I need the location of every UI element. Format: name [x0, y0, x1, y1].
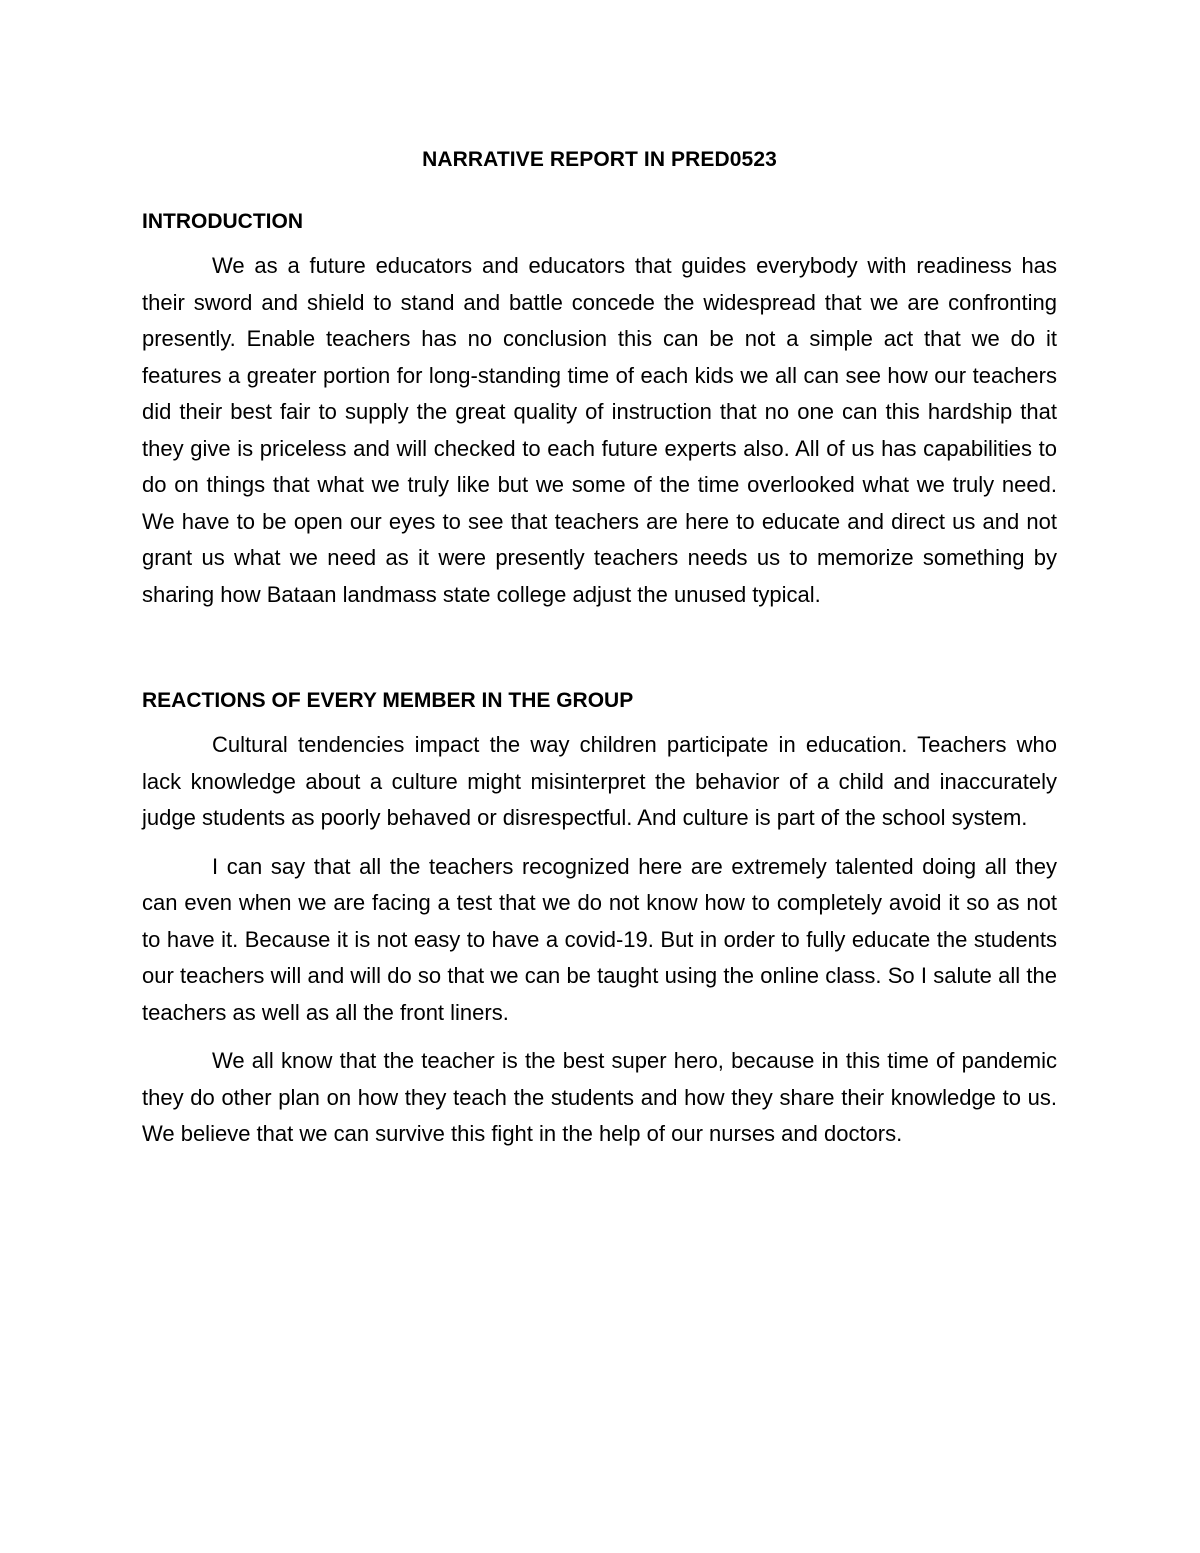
- section-heading-reactions: REACTIONS OF EVERY MEMBER IN THE GROUP: [142, 689, 634, 712]
- document-body: [142, 142, 1057, 1165]
- page-title: NARRATIVE REPORT IN PRED0523: [422, 148, 777, 171]
- reactions-paragraph-2: I can say that all the teachers recognized here are extremely talented doing all they can even when we are facing a test that we do not know how to completely avoid it so as not to have it. Because it is not easy to have a covid-19. But in order to fully educate the students our teachers will and will do so that we can be taught using the online class. So I salute all the teachers as well as all the front liners.: [142, 853, 1057, 1025]
- section-spacer: [142, 625, 1057, 683]
- introduction-paragraph: We as a future educators and educators that guides everybody with readiness has their sword and shield to stand and battle concede the widespread that we are confronting presently. Enable teachers has no conclusion this can be not a simple act that we do it features a greater portion for long-standing time of each kids we all can see how our teachers did their best fair to supply the great quality of instruction that no one can this hardship that they give is priceless and will checked to each future experts also. All of us has capabilities to do on things that what we truly like but we some of the time overlooked what we truly need. We have to be open our eyes to see that teachers are here to educate and direct us and not grant us what we need as it were presently teachers needs us to memorize something by sharing how Bataan landmass state college adjust the unused typical.: [142, 253, 1057, 607]
- reactions-paragraph-3: We all know that the teacher is the best super hero, because in this time of pandemic they do other plan on how they teach the students and how they share their knowledge to us. We believe that we can survive this fight in the help of our nurses and doctors.: [142, 1048, 1057, 1146]
- reactions-paragraph-1: Cultural tendencies impact the way children participate in education. Teachers who lack knowledge about a culture might misinterpret the behavior of a child and inaccurately judge students as poorly behaved or disrespectful. And culture is part of the school system.: [142, 732, 1057, 830]
- section-heading-introduction: INTRODUCTION: [142, 210, 303, 233]
